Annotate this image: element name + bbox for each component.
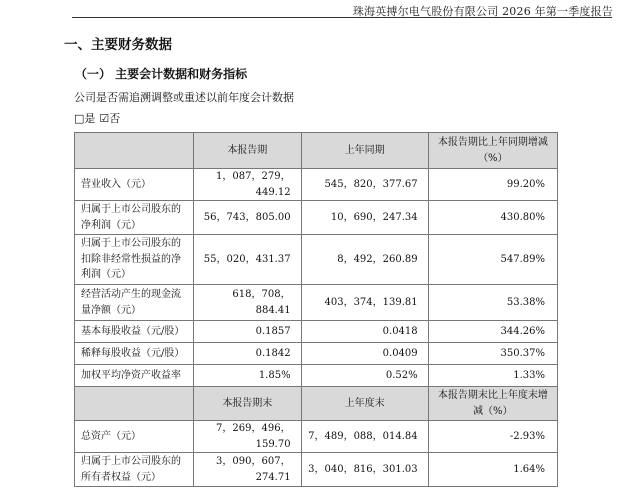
table-row [75,285,558,321]
header-rule [72,17,612,18]
table-row [75,421,558,453]
cell-current: 0.1857 [194,321,302,343]
cell-current: 7，269，496，159.70 [194,421,302,453]
cell-prior: 3，040，816，301.03 [301,453,428,487]
row-label: 经营活动产生的现金流量净额（元） [75,285,194,321]
table-row [75,343,558,365]
row-label: 基本每股收益（元/股） [75,321,194,343]
cell-prior: 0.0409 [301,343,428,365]
cell-change: 430.80% [428,201,557,235]
row-label: 总资产（元） [75,421,194,453]
cell-change: 350.37% [428,343,557,365]
cell-prior: 0.52% [301,365,428,387]
row-label: 归属于上市公司股东的所有者权益（元） [75,453,194,487]
header-change-pct: 本报告期末比上年度末增减（%） [428,387,557,421]
cell-change: 1.33% [428,365,557,387]
option-no-checkbox: ☑否 [99,112,121,125]
header-change-pct: 本报告期比上年同期增减（%） [428,133,557,169]
table-header-row [75,387,558,421]
cell-prior: 7，489，088，014.84 [301,421,428,453]
row-label: 稀释每股收益（元/股） [75,343,194,365]
header-period-end: 本报告期末 [194,387,302,421]
cell-current: 3，090，607，274.71 [194,453,302,487]
financial-data-table [74,132,558,487]
table-row [75,453,558,487]
table-row [75,365,558,387]
cell-current: 56，743，805.00 [194,201,302,235]
row-label: 归属于上市公司股东的净利润（元） [75,201,194,235]
table-row [75,321,558,343]
row-label: 营业收入（元） [75,169,194,201]
cell-change: 99.20% [428,169,557,201]
section-title: 一、主要财务数据 [64,37,172,53]
cell-prior: 10，690，247.34 [301,201,428,235]
table-header-row [75,133,558,169]
cell-change: 547.89% [428,235,557,285]
cell-current: 1.85% [194,365,302,387]
table-row [75,235,558,285]
header-prior-period: 上年同期 [301,133,428,169]
header-blank-cell [75,387,194,421]
subsection-title: （一） 主要会计数据和财务指标 [75,67,248,81]
cell-change: 53.38% [428,285,557,321]
cell-prior: 545，820，377.67 [301,169,428,201]
cell-current: 0.1842 [194,343,302,365]
restatement-question: 公司是否需追溯调整或重述以前年度会计数据 [74,91,294,104]
row-label: 归属于上市公司股东的扣除非经常性损益的净利润（元） [75,235,194,285]
table-row [75,201,558,235]
cell-current: 618，708，884.41 [194,285,302,321]
cell-prior: 0.0418 [301,321,428,343]
cell-prior: 403，374，139.81 [301,285,428,321]
restatement-options [74,110,120,126]
cell-change: -2.93% [428,421,557,453]
cell-change: 344.26% [428,321,557,343]
cell-change: 1.64% [428,453,557,487]
header-blank-cell [75,133,194,169]
cell-current: 55，020，431.37 [194,235,302,285]
report-header-title: 珠海英搏尔电气股份有限公司 2026 年第一季度报告 [352,5,613,18]
table-row [75,169,558,201]
row-label: 加权平均净资产收益率 [75,365,194,387]
header-current-period: 本报告期 [194,133,302,169]
cell-prior: 8，492，260.89 [301,235,428,285]
cell-current: 1，087，279，449.12 [194,169,302,201]
header-prior-year-end: 上年度末 [301,387,428,421]
option-yes-checkbox: □是 [74,112,96,125]
